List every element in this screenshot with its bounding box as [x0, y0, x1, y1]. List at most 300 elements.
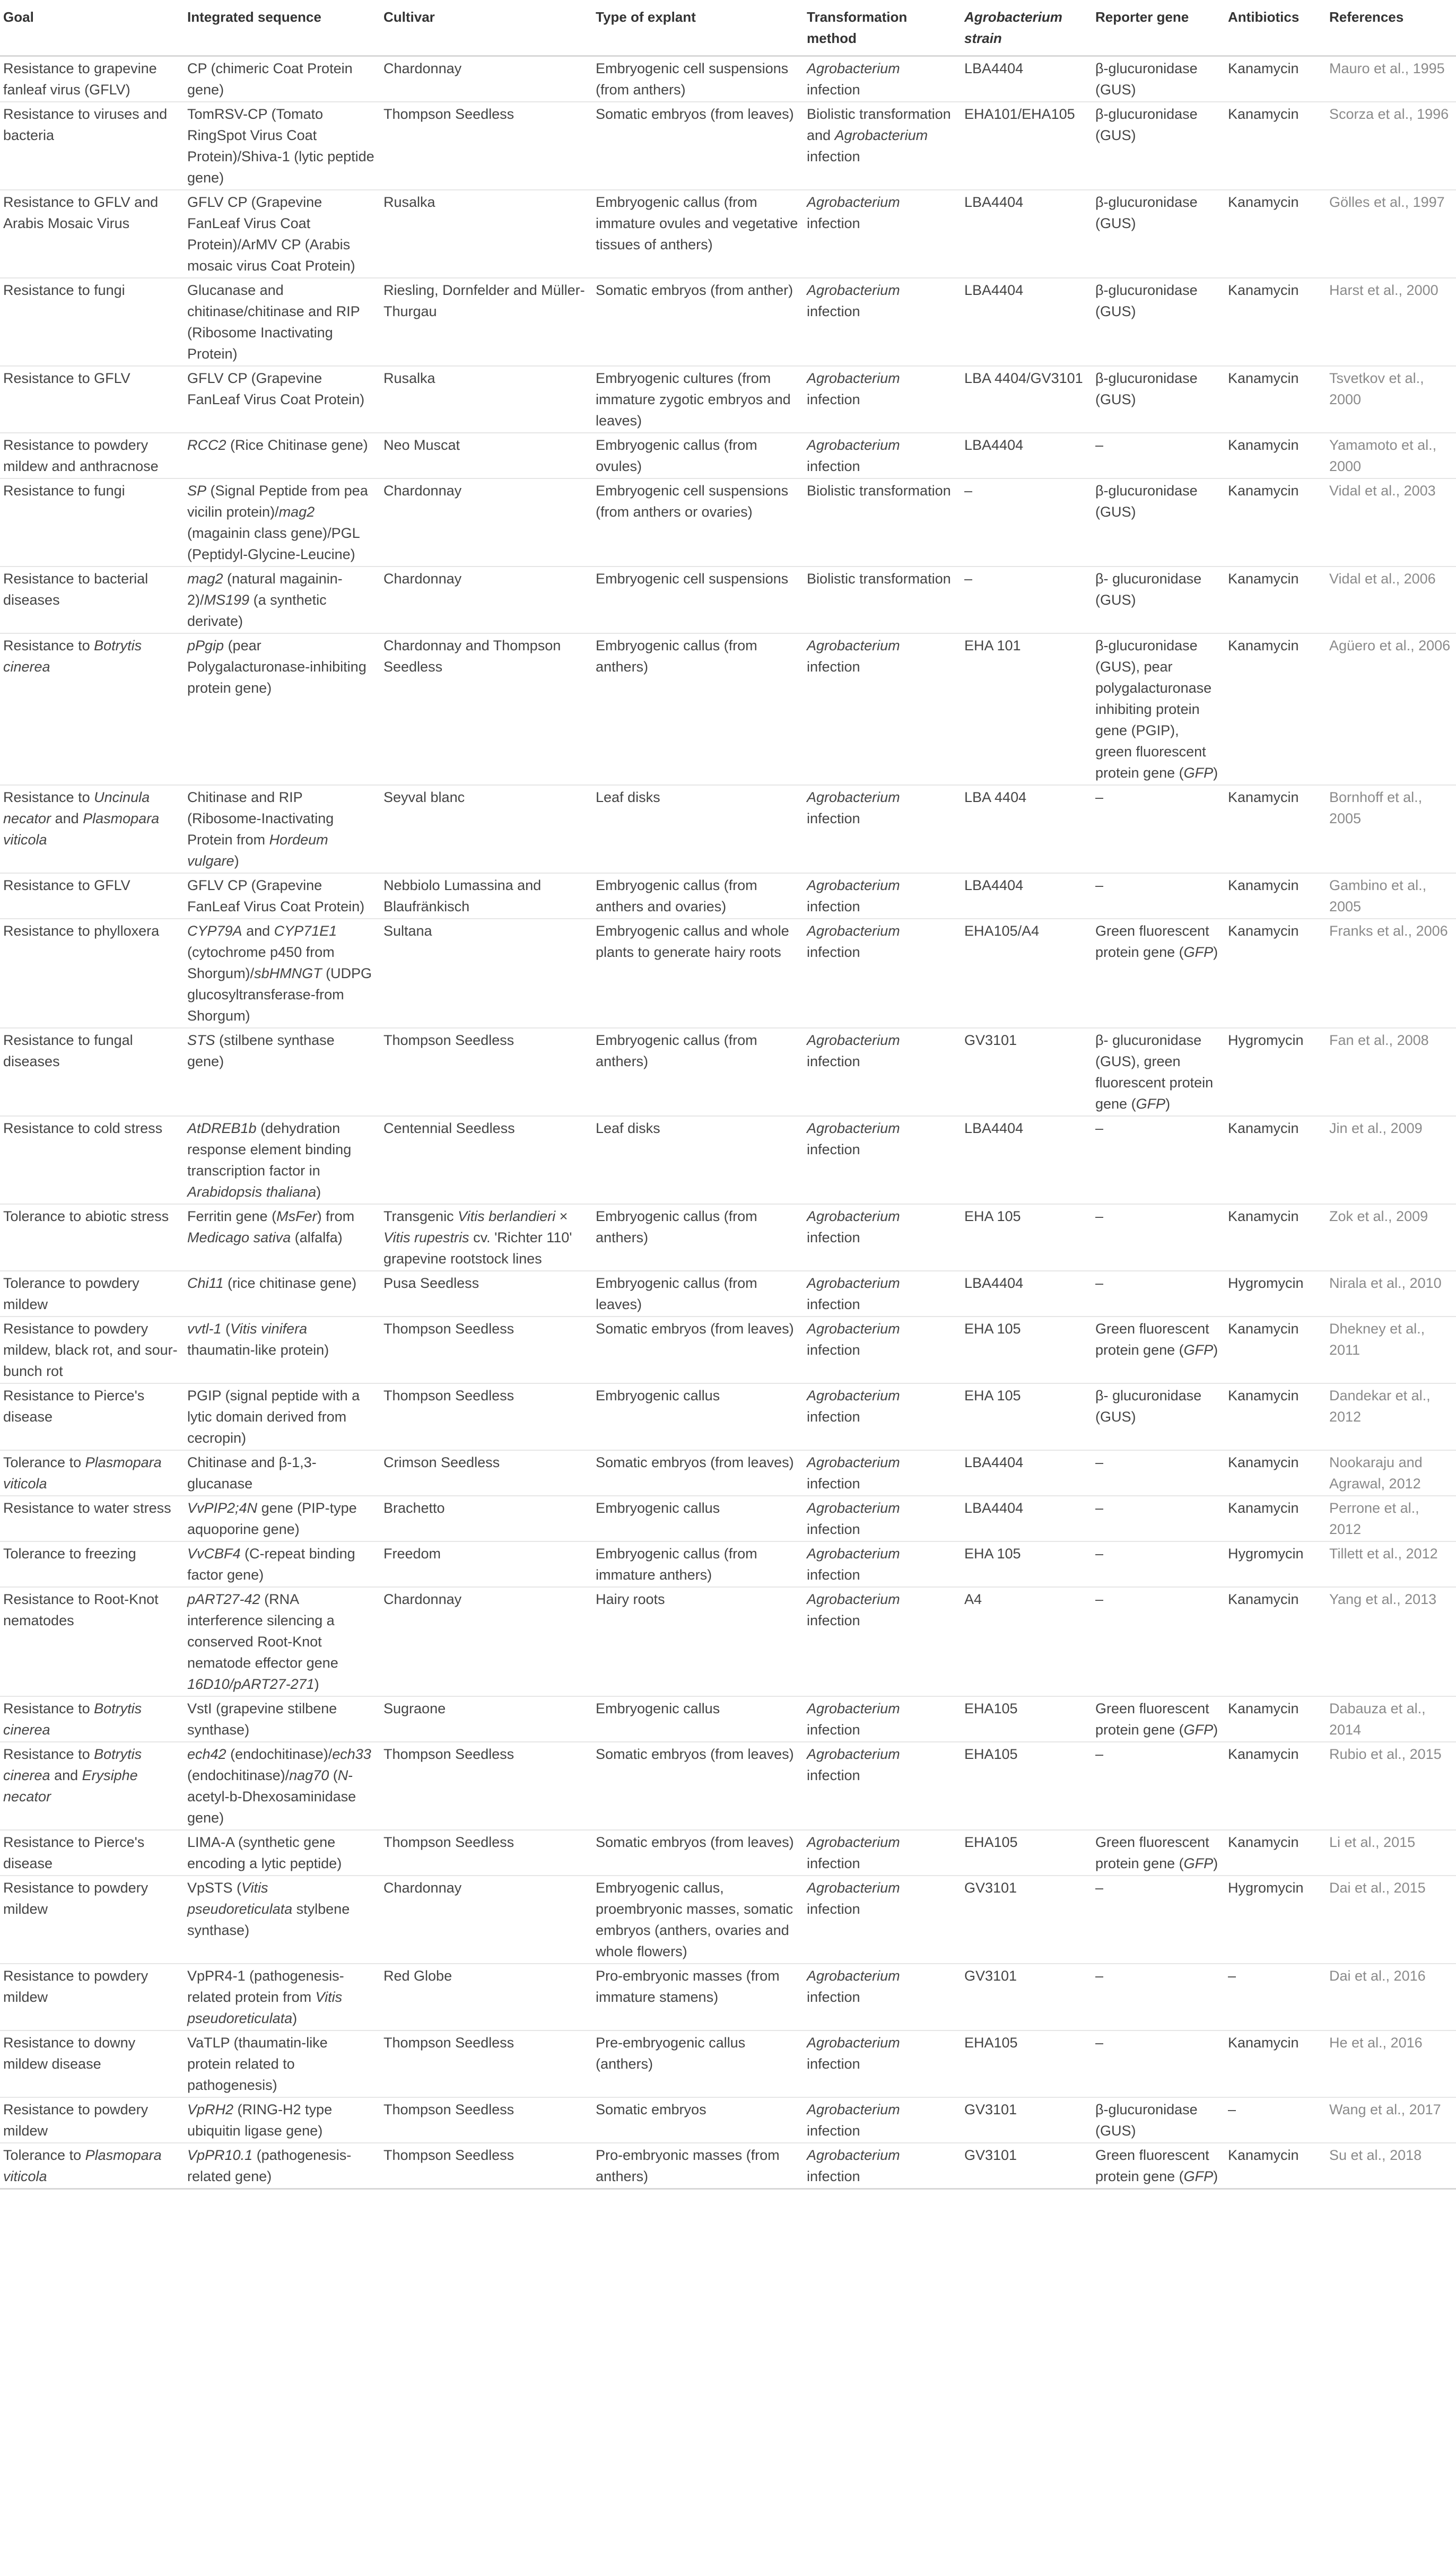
goal-cell: Resistance to grapevine fanleaf virus (GFLV) [3, 60, 157, 98]
antibiotic-cell: Kanamycin [1228, 923, 1299, 939]
method-cell: Agrobacterium infection [807, 789, 900, 826]
reporter-cell: – [1095, 1746, 1104, 1762]
strain-cell: – [964, 571, 973, 587]
reference-cell: Dhekney et al., 2011 [1329, 1321, 1425, 1358]
method-cell: Agrobacterium infection [807, 1591, 900, 1628]
header-cultivar: Cultivar [383, 9, 435, 25]
method-cell: Agrobacterium infection [807, 923, 900, 960]
reference-cell: Dandekar et al., 2012 [1329, 1388, 1431, 1425]
antibiotic-cell: Hygromycin [1228, 1880, 1304, 1896]
explant-cell: Embryogenic callus (from leaves) [596, 1275, 757, 1312]
reporter-cell: Green fluorescent protein gene (GFP) [1095, 923, 1218, 960]
explant-cell: Pre-embryogenic callus (anthers) [596, 2035, 746, 2072]
cultivar-cell: Freedom [383, 1546, 441, 1562]
strain-cell: LBA4404 [964, 1275, 1024, 1291]
reference-cell: Scorza et al., 1996 [1329, 106, 1449, 122]
reporter-cell: β- glucuronidase (GUS) [1095, 571, 1202, 608]
goal-cell: Resistance to downy mildew disease [3, 2035, 136, 2072]
method-cell: Agrobacterium infection [807, 1388, 900, 1425]
cultivar-cell: Rusalka [383, 194, 435, 210]
header-reporter: Reporter gene [1095, 9, 1189, 25]
cultivar-cell: Thompson Seedless [383, 1321, 515, 1337]
sequence-cell: STS (stilbene synthase gene) [187, 1032, 335, 1069]
antibiotic-cell: Kanamycin [1228, 1321, 1299, 1337]
sequence-cell: CP (chimeric Coat Protein gene) [187, 60, 353, 98]
strain-cell: LBA4404 [964, 1454, 1024, 1470]
method-cell: Agrobacterium infection [807, 2147, 900, 2184]
cultivar-cell: Riesling, Dornfelder and Müller-Thurgau [383, 282, 585, 319]
goal-cell: Resistance to GFLV and Arabis Mosaic Virus [3, 194, 159, 231]
method-cell: Agrobacterium infection [807, 437, 900, 474]
sequence-cell: SP (Signal Peptide from pea vicilin protein)/mag2 (magainin class gene)/PGL (Peptidyl-Glycine-Leucine) [187, 483, 368, 562]
explant-cell: Pro-embryonic masses (from immature stamens) [596, 1968, 780, 2005]
goal-cell: Resistance to Botrytis cinerea [3, 638, 142, 675]
goal-cell: Resistance to powdery mildew [3, 2102, 149, 2139]
explant-cell: Embryogenic cultures (from immature zygotic embryos and leaves) [596, 370, 791, 429]
table-row [0, 1742, 1456, 1830]
table-row [0, 1876, 1456, 1964]
method-cell: Agrobacterium infection [807, 1546, 900, 1583]
method-cell: Biolistic transformation [807, 571, 951, 587]
antibiotic-cell: Kanamycin [1228, 571, 1299, 587]
antibiotic-cell: Hygromycin [1228, 1546, 1304, 1562]
reporter-cell: β-glucuronidase (GUS) [1095, 282, 1198, 319]
table-row [0, 366, 1456, 433]
reporter-cell: – [1095, 1275, 1104, 1291]
table-row [0, 433, 1456, 478]
reporter-cell: β-glucuronidase (GUS) [1095, 60, 1198, 98]
method-cell: Agrobacterium infection [807, 1120, 900, 1157]
cultivar-cell: Pusa Seedless [383, 1275, 479, 1291]
strain-cell: EHA105 [964, 1834, 1018, 1850]
table-row [0, 566, 1456, 633]
method-cell: Agrobacterium infection [807, 1275, 900, 1312]
sequence-cell: VpPR4-1 (pathogenesis-related protein from Vitis pseudoreticulata) [187, 1968, 344, 2026]
table-row [0, 2030, 1456, 2097]
goal-cell: Resistance to fungi [3, 282, 125, 298]
explant-cell: Somatic embryos (from leaves) [596, 1454, 794, 1470]
table-row [0, 2097, 1456, 2143]
strain-cell: EHA 105 [964, 1321, 1021, 1337]
sequence-cell: pART27-42 (RNA interference silencing a conserved Root-Knot nematode effector gene 16D10/pART27-271) [187, 1591, 338, 1692]
header-row [0, 0, 1456, 56]
antibiotic-cell: Kanamycin [1228, 1834, 1299, 1850]
explant-cell: Embryogenic callus (from ovules) [596, 437, 757, 474]
strain-cell: – [964, 483, 973, 499]
goal-cell: Resistance to Botrytis cinerea and Erysiphe necator [3, 1746, 142, 1805]
reference-cell: Tillett et al., 2012 [1329, 1546, 1438, 1562]
strain-cell: EHA 105 [964, 1388, 1021, 1404]
reporter-cell: β-glucuronidase (GUS), pear polygalacturonase inhibiting protein gene (PGIP), green fluorescent protein gene (GFP) [1095, 638, 1218, 781]
goal-cell: Tolerance to powdery mildew [3, 1275, 140, 1312]
method-cell: Agrobacterium infection [807, 1701, 900, 1738]
strain-cell: EHA 101 [964, 638, 1021, 653]
goal-cell: Resistance to Pierce's disease [3, 1834, 145, 1871]
method-cell: Agrobacterium infection [807, 282, 900, 319]
reference-cell: Mauro et al., 1995 [1329, 60, 1445, 76]
antibiotic-cell: Kanamycin [1228, 2035, 1299, 2051]
goal-cell: Resistance to fungal diseases [3, 1032, 133, 1069]
goal-cell: Tolerance to abiotic stress [3, 1208, 169, 1224]
cultivar-cell: Neo Muscat [383, 437, 460, 453]
reporter-cell: Green fluorescent protein gene (GFP) [1095, 1834, 1218, 1871]
sequence-cell: VvPIP2;4N gene (PIP-type aquoporine gene) [187, 1500, 357, 1537]
goal-cell: Resistance to powdery mildew [3, 1968, 149, 2005]
reporter-cell: – [1095, 437, 1104, 453]
goal-cell: Resistance to Root-Knot nematodes [3, 1591, 159, 1628]
table-row [0, 1587, 1456, 1696]
cultivar-cell: Crimson Seedless [383, 1454, 500, 1470]
explant-cell: Somatic embryos (from leaves) [596, 1746, 794, 1762]
antibiotic-cell: Kanamycin [1228, 194, 1299, 210]
table-row [0, 919, 1456, 1028]
cultivar-cell: Chardonnay [383, 60, 462, 76]
explant-cell: Embryogenic callus and whole plants to generate hairy roots [596, 923, 789, 960]
cultivar-cell: Sugraone [383, 1701, 446, 1716]
cultivar-cell: Centennial Seedless [383, 1120, 515, 1136]
reporter-cell: Green fluorescent protein gene (GFP) [1095, 2147, 1218, 2184]
method-cell: Agrobacterium infection [807, 1032, 900, 1069]
reporter-cell: β- glucuronidase (GUS), green fluorescent protein gene (GFP) [1095, 1032, 1214, 1112]
reference-cell: Dai et al., 2016 [1329, 1968, 1426, 1984]
strain-cell: LBA4404 [964, 194, 1024, 210]
antibiotic-cell: Kanamycin [1228, 1500, 1299, 1516]
goal-cell: Resistance to cold stress [3, 1120, 163, 1136]
goal-cell: Resistance to fungi [3, 483, 125, 499]
cultivar-cell: Thompson Seedless [383, 1032, 515, 1048]
explant-cell: Embryogenic callus [596, 1500, 720, 1516]
antibiotic-cell: Kanamycin [1228, 60, 1299, 76]
reference-cell: Li et al., 2015 [1329, 1834, 1416, 1850]
antibiotic-cell: Kanamycin [1228, 877, 1299, 893]
reference-cell: Su et al., 2018 [1329, 2147, 1422, 2163]
goal-cell: Resistance to powdery mildew and anthracnose [3, 437, 159, 474]
reference-cell: Agüero et al., 2006 [1329, 638, 1451, 653]
header-sequence: Integrated sequence [187, 9, 321, 25]
reference-cell: Harst et al., 2000 [1329, 282, 1438, 298]
table-row [0, 633, 1456, 785]
explant-cell: Somatic embryos (from leaves) [596, 1834, 794, 1850]
goal-cell: Resistance to viruses and bacteria [3, 106, 168, 143]
reporter-cell: β-glucuronidase (GUS) [1095, 194, 1198, 231]
reference-cell: Yang et al., 2013 [1329, 1591, 1437, 1607]
cultivar-cell: Thompson Seedless [383, 2147, 515, 2163]
reporter-cell: – [1095, 2035, 1104, 2051]
reporter-cell: – [1095, 1500, 1104, 1516]
antibiotic-cell: Kanamycin [1228, 2147, 1299, 2163]
cultivar-cell: Chardonnay [383, 571, 462, 587]
reference-cell: Rubio et al., 2015 [1329, 1746, 1442, 1762]
cultivar-cell: Chardonnay [383, 483, 462, 499]
sequence-cell: Ferritin gene (MsFer) from Medicago sativa (alfalfa) [187, 1208, 355, 1245]
cultivar-cell: Thompson Seedless [383, 2102, 515, 2117]
reference-cell: Wang et al., 2017 [1329, 2102, 1441, 2117]
reference-cell: Zok et al., 2009 [1329, 1208, 1428, 1224]
reference-cell: Franks et al., 2006 [1329, 923, 1448, 939]
cultivar-cell: Chardonnay [383, 1880, 462, 1896]
antibiotic-cell: – [1228, 2102, 1236, 2117]
explant-cell: Somatic embryos (from leaves) [596, 106, 794, 122]
strain-cell: EHA105 [964, 1746, 1018, 1762]
goal-cell: Tolerance to Plasmopara viticola [3, 1454, 162, 1492]
reference-cell: Fan et al., 2008 [1329, 1032, 1429, 1048]
cultivar-cell: Sultana [383, 923, 432, 939]
explant-cell: Embryogenic callus (from anthers) [596, 638, 757, 675]
sequence-cell: VvCBF4 (C-repeat binding factor gene) [187, 1546, 355, 1583]
reference-cell: Dai et al., 2015 [1329, 1880, 1426, 1896]
table-row [0, 1696, 1456, 1742]
method-cell: Agrobacterium infection [807, 1321, 900, 1358]
cultivar-cell: Nebbiolo Lumassina and Blaufränkisch [383, 877, 542, 914]
antibiotic-cell: Kanamycin [1228, 106, 1299, 122]
strain-cell: GV3101 [964, 1880, 1017, 1896]
cultivar-cell: Seyval blanc [383, 789, 465, 805]
table-row [0, 1450, 1456, 1496]
header-references: References [1329, 9, 1404, 25]
reporter-cell: β-glucuronidase (GUS) [1095, 2102, 1198, 2139]
method-cell: Agrobacterium infection [807, 1746, 900, 1783]
antibiotic-cell: Kanamycin [1228, 789, 1299, 805]
reporter-cell: – [1095, 1880, 1104, 1896]
cultivar-cell: Rusalka [383, 370, 435, 386]
sequence-cell: VpPR10.1 (pathogenesis-related gene) [187, 2147, 352, 2184]
explant-cell: Somatic embryos (from anther) [596, 282, 794, 298]
table-row [0, 1964, 1456, 2030]
reference-cell: Nookaraju and Agrawal, 2012 [1329, 1454, 1423, 1492]
table-row [0, 190, 1456, 278]
strain-cell: LBA 4404 [964, 789, 1027, 805]
sequence-cell: VpSTS (Vitis pseudoreticulata stylbene synthase) [187, 1880, 350, 1938]
explant-cell: Embryogenic cell suspensions (from anthers or ovaries) [596, 483, 789, 520]
goal-cell: Resistance to powdery mildew [3, 1880, 149, 1917]
reporter-cell: Green fluorescent protein gene (GFP) [1095, 1321, 1218, 1358]
goal-cell: Resistance to water stress [3, 1500, 171, 1516]
sequence-cell: VstI (grapevine stilbene synthase) [187, 1701, 337, 1738]
sequence-cell: Glucanase and chitinase/chitinase and RIP (Ribosome Inactivating Protein) [187, 282, 360, 362]
reporter-cell: β-glucuronidase (GUS) [1095, 370, 1198, 407]
method-cell: Agrobacterium infection [807, 2102, 900, 2139]
strain-cell: LBA4404 [964, 282, 1024, 298]
sequence-cell: TomRSV-CP (Tomato RingSpot Virus Coat Protein)/Shiva-1 (lytic peptide gene) [187, 106, 374, 186]
reporter-cell: β-glucuronidase (GUS) [1095, 483, 1198, 520]
cultivar-cell: Transgenic Vitis berlandieri × Vitis rupestris cv. 'Richter 110' grapevine rootstock lines [383, 1208, 572, 1267]
explant-cell: Embryogenic callus (from anthers) [596, 1032, 757, 1069]
strain-cell: A4 [964, 1591, 982, 1607]
sequence-cell: Chitinase and β-1,3-glucanase [187, 1454, 317, 1492]
explant-cell: Embryogenic cell suspensions [596, 571, 789, 587]
antibiotic-cell: – [1228, 1968, 1236, 1984]
sequence-cell: RCC2 (Rice Chitinase gene) [187, 437, 368, 453]
header-strain: Agrobacterium strain [964, 9, 1062, 46]
antibiotic-cell: Kanamycin [1228, 638, 1299, 653]
reporter-cell: – [1095, 1454, 1104, 1470]
antibiotic-cell: Hygromycin [1228, 1032, 1304, 1048]
table-row [0, 1317, 1456, 1383]
reference-cell: Gambino et al., 2005 [1329, 877, 1427, 914]
strain-cell: LBA4404 [964, 437, 1024, 453]
reference-cell: Gölles et al., 1997 [1329, 194, 1445, 210]
sequence-cell: PGIP (signal peptide with a lytic domain derived from cecropin) [187, 1388, 360, 1446]
sequence-cell: AtDREB1b (dehydration response element binding transcription factor in Arabidopsis thaliana) [187, 1120, 352, 1200]
cultivar-cell: Thompson Seedless [383, 2035, 515, 2051]
antibiotic-cell: Kanamycin [1228, 1388, 1299, 1404]
table-row [0, 1271, 1456, 1317]
goal-cell: Resistance to bacterial diseases [3, 571, 149, 608]
sequence-cell: CYP79A and CYP71E1 (cytochrome p450 from Shorgum)/sbHMNGT (UDPG glucosyltransferase-from Shorgum) [187, 923, 372, 1024]
antibiotic-cell: Kanamycin [1228, 1208, 1299, 1224]
explant-cell: Embryogenic callus (from anthers) [596, 1208, 757, 1245]
antibiotic-cell: Hygromycin [1228, 1275, 1304, 1291]
explant-cell: Somatic embryos (from leaves) [596, 1321, 794, 1337]
table-row [0, 1116, 1456, 1204]
antibiotic-cell: Kanamycin [1228, 1701, 1299, 1716]
strain-cell: EHA105 [964, 2035, 1018, 2051]
sequence-cell: Chitinase and RIP (Ribosome-Inactivating Protein from Hordeum vulgare) [187, 789, 334, 869]
goal-cell: Resistance to GFLV [3, 877, 130, 893]
strain-cell: LBA4404 [964, 1500, 1024, 1516]
cultivar-cell: Brachetto [383, 1500, 445, 1516]
method-cell: Biolistic transformation and Agrobacterium infection [807, 106, 951, 164]
table-row [0, 278, 1456, 366]
explant-cell: Embryogenic callus (from immature anthers) [596, 1546, 757, 1583]
reporter-cell: – [1095, 1546, 1104, 1562]
goal-cell: Resistance to powdery mildew, black rot, and sour-bunch rot [3, 1321, 178, 1379]
sequence-cell: GFLV CP (Grapevine FanLeaf Virus Coat Protein) [187, 370, 365, 407]
strain-cell: GV3101 [964, 1032, 1017, 1048]
reference-cell: Vidal et al., 2006 [1329, 571, 1436, 587]
explant-cell: Leaf disks [596, 789, 660, 805]
table-row [0, 2143, 1456, 2189]
explant-cell: Somatic embryos [596, 2102, 707, 2117]
explant-cell: Leaf disks [596, 1120, 660, 1136]
sequence-cell: vvtl-1 (Vitis vinifera thaumatin-like protein) [187, 1321, 329, 1358]
reporter-cell: – [1095, 877, 1104, 893]
goal-cell: Resistance to phylloxera [3, 923, 160, 939]
sequence-cell: pPgip (pear Polygalacturonase-inhibiting protein gene) [187, 638, 367, 696]
cultivar-cell: Thompson Seedless [383, 1746, 515, 1762]
method-cell: Agrobacterium infection [807, 638, 900, 675]
strain-cell: LBA4404 [964, 877, 1024, 893]
table-row [0, 1383, 1456, 1450]
reference-cell: Perrone et al., 2012 [1329, 1500, 1419, 1537]
sequence-cell: GFLV CP (Grapevine FanLeaf Virus Coat Protein)/ArMV CP (Arabis mosaic virus Coat Protein) [187, 194, 355, 274]
sequence-cell: VpRH2 (RING-H2 type ubiquitin ligase gene) [187, 2102, 333, 2139]
goal-cell: Tolerance to freezing [3, 1546, 136, 1562]
cultivar-cell: Thompson Seedless [383, 106, 515, 122]
goal-cell: Resistance to Botrytis cinerea [3, 1701, 142, 1738]
cultivar-cell: Chardonnay [383, 1591, 462, 1607]
explant-cell: Embryogenic callus (from anthers and ovaries) [596, 877, 757, 914]
strain-cell: EHA105/A4 [964, 923, 1040, 939]
reference-cell: He et al., 2016 [1329, 2035, 1423, 2051]
method-cell: Agrobacterium infection [807, 370, 900, 407]
strain-cell: EHA105 [964, 1701, 1018, 1716]
header-explant: Type of explant [596, 9, 696, 25]
strain-cell: EHA 105 [964, 1208, 1021, 1224]
antibiotic-cell: Kanamycin [1228, 1454, 1299, 1470]
method-cell: Agrobacterium infection [807, 2035, 900, 2072]
sequence-cell: mag2 (natural magainin-2)/MS199 (a synthetic derivate) [187, 571, 343, 629]
method-cell: Agrobacterium infection [807, 1880, 900, 1917]
antibiotic-cell: Kanamycin [1228, 437, 1299, 453]
explant-cell: Embryogenic callus (from immature ovules and vegetative tissues of anthers) [596, 194, 798, 252]
strain-cell: EHA101/EHA105 [964, 106, 1075, 122]
strain-cell: GV3101 [964, 2102, 1017, 2117]
antibiotic-cell: Kanamycin [1228, 370, 1299, 386]
reporter-cell: – [1095, 1208, 1104, 1224]
method-cell: Agrobacterium infection [807, 60, 900, 98]
sequence-cell: VaTLP (thaumatin-like protein related to pathogenesis) [187, 2035, 328, 2093]
strain-cell: LBA4404 [964, 60, 1024, 76]
method-cell: Agrobacterium infection [807, 1454, 900, 1492]
strain-cell: GV3101 [964, 2147, 1017, 2163]
sequence-cell: Chi11 (rice chitinase gene) [187, 1275, 357, 1291]
reporter-cell: β- glucuronidase (GUS) [1095, 1388, 1202, 1425]
table-row [0, 1496, 1456, 1541]
explant-cell: Embryogenic callus [596, 1701, 720, 1716]
explant-cell: Embryogenic callus [596, 1388, 720, 1404]
cultivar-cell: Red Globe [383, 1968, 452, 1984]
method-cell: Agrobacterium infection [807, 1834, 900, 1871]
table-row [0, 478, 1456, 566]
goal-cell: Tolerance to Plasmopara viticola [3, 2147, 162, 2184]
reference-cell: Dabauza et al., 2014 [1329, 1701, 1426, 1738]
table-row [0, 873, 1456, 919]
reporter-cell: – [1095, 1591, 1104, 1607]
reference-cell: Bornhoff et al., 2005 [1329, 789, 1423, 826]
antibiotic-cell: Kanamycin [1228, 282, 1299, 298]
table-row [0, 1204, 1456, 1271]
table-row [0, 56, 1456, 102]
reference-cell: Jin et al., 2009 [1329, 1120, 1423, 1136]
method-cell: Agrobacterium infection [807, 1500, 900, 1537]
header-method: Transformation method [807, 9, 908, 46]
method-cell: Biolistic transformation [807, 483, 951, 499]
strain-cell: EHA 105 [964, 1546, 1021, 1562]
reporter-cell: – [1095, 1968, 1104, 1984]
header-goal: Goal [3, 9, 34, 25]
explant-cell: Embryogenic callus, proembryonic masses, somatic embryos (anthers, ovaries and whole flowers) [596, 1880, 794, 1959]
antibiotic-cell: Kanamycin [1228, 1591, 1299, 1607]
reference-cell: Tsvetkov et al., 2000 [1329, 370, 1424, 407]
goal-cell: Resistance to Uncinula necator and Plasmopara viticola [3, 789, 160, 848]
sequence-cell: LIMA-A (synthetic gene encoding a lytic peptide) [187, 1834, 342, 1871]
reference-cell: Yamamoto et al., 2000 [1329, 437, 1437, 474]
cultivar-cell: Chardonnay and Thompson Seedless [383, 638, 561, 675]
table-row [0, 1541, 1456, 1587]
explant-cell: Hairy roots [596, 1591, 665, 1607]
strain-cell: LBA 4404/GV3101 [964, 370, 1083, 386]
goal-cell: Resistance to GFLV [3, 370, 130, 386]
reporter-cell: – [1095, 1120, 1104, 1136]
sequence-cell: ech42 (endochitinase)/ech33 (endochitinase)/nag70 (N-acetyl-b-Dhexosaminidase gene) [187, 1746, 371, 1826]
strain-cell: LBA4404 [964, 1120, 1024, 1136]
method-cell: Agrobacterium infection [807, 1968, 900, 2005]
antibiotic-cell: Kanamycin [1228, 1120, 1299, 1136]
table-row [0, 1028, 1456, 1116]
table-body [0, 56, 1456, 2189]
explant-cell: Embryogenic cell suspensions (from anthers) [596, 60, 789, 98]
header-antibiotics: Antibiotics [1228, 9, 1300, 25]
goal-cell: Resistance to Pierce's disease [3, 1388, 145, 1425]
table-row [0, 102, 1456, 190]
sequence-cell: GFLV CP (Grapevine FanLeaf Virus Coat Protein) [187, 877, 365, 914]
method-cell: Agrobacterium infection [807, 194, 900, 231]
reference-cell: Nirala et al., 2010 [1329, 1275, 1442, 1291]
cultivar-cell: Thompson Seedless [383, 1388, 515, 1404]
reporter-cell: β-glucuronidase (GUS) [1095, 106, 1198, 143]
explant-cell: Pro-embryonic masses (from anthers) [596, 2147, 780, 2184]
